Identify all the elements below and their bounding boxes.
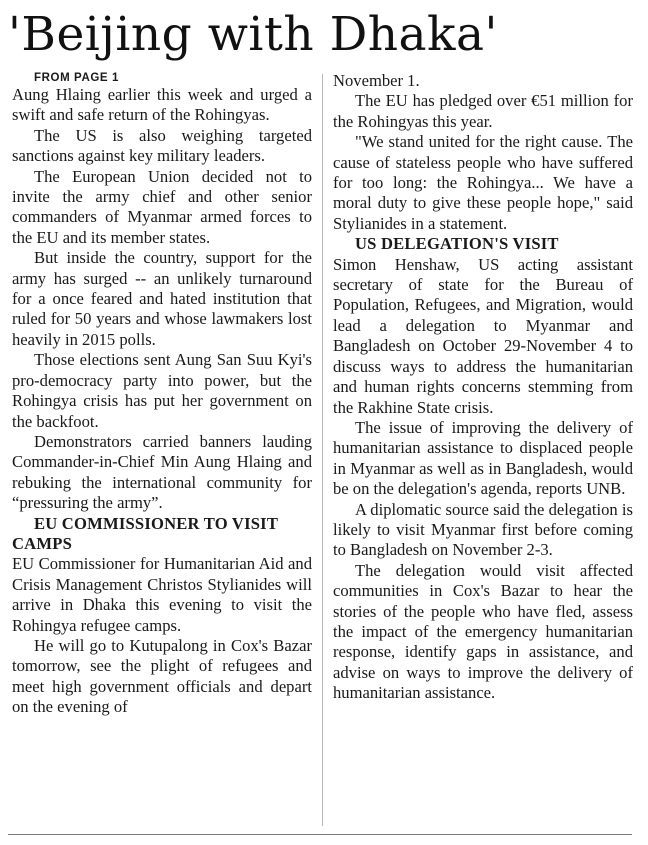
paragraph: Aung Hlaing earlier this week and urged a swift and safe return of the Rohingyas. (12, 85, 312, 125)
paragraph: The issue of improving the delivery of humanitarian assistance to displaced people in Myanmar as well as in Bangladesh, would be on the delegation's agenda, reports UNB. (333, 417, 633, 499)
paragraph: Simon Henshaw, US acting assistant secretary of state for the Bureau of Population, Refugees, and Migration, would lead a delegation to Myanmar and Bangladesh on October 29-November 4 to discuss ways to address the humanitarian and human rights concerns stemming from the Rakhine State crisis. (333, 254, 633, 417)
bottom-rule (8, 834, 632, 835)
paragraph: The EU has pledged over €51 million for the Rohingyas this year. (333, 91, 633, 131)
column-divider (322, 74, 323, 826)
paragraph: Demonstrators carried banners lauding Commander-in-Chief Min Aung Hlaing and rebuking the international community for “pressuring the army”. (12, 431, 312, 513)
paragraph: A diplomatic source said the delegation is likely to visit Myanmar first before coming to Bangladesh on November 2-3. (333, 499, 633, 560)
subheading-eu-commissioner: EU COMMISSIONER TO VISIT CAMPS (12, 513, 278, 553)
subheading-us-delegation: US DELEGATION'S VISIT (355, 234, 559, 254)
paragraph: Those elections sent Aung San Suu Kyi's pro-democracy party into power, but the Rohingya crisis has put her government on the backfoot. (12, 350, 312, 431)
paragraph: He will go to Kutupalong in Cox's Bazar tomorrow, see the plight of refugees and meet high government officials and depart on the evening of (12, 635, 312, 717)
paragraph: The European Union decided not to invite the army chief and other senior commanders of Myanmar armed forces to the EU and its member states. (12, 166, 312, 247)
paragraph: The delegation would visit affected communities in Cox's Bazar to hear the stories of the people who have fled, assess the impact of the emergency humanitarian response, identify gaps in assistance, and advise on ways to improve the delivery of humanitarian assistance. (333, 560, 633, 703)
paragraph: "We stand united for the right cause. The cause of stateless people who have suffered for too long: the Rohingya... We have a moral duty to give these people hope," said Stylianides in a statement. (333, 132, 633, 233)
paragraph: November 1. (333, 71, 420, 90)
headline: 'Beijing with Dhaka' (8, 7, 498, 62)
left-column (12, 71, 312, 718)
from-page-label: FROM PAGE 1 (34, 72, 119, 84)
paragraph: But inside the country, support for the army has surged -- an unlikely turnaround for a once feared and hated institution that ruled for 50 years and whose lawmakers lost heavily in 2015 polls. (12, 248, 312, 349)
paragraph: EU Commissioner for Humanitarian Aid and Crisis Management Christos Stylianides will arrive in Dhaka this evening to visit the Rohingya refugee camps. (12, 554, 312, 635)
right-column (333, 71, 633, 704)
paragraph: The US is also weighing targeted sanctions against key military leaders. (12, 125, 312, 166)
